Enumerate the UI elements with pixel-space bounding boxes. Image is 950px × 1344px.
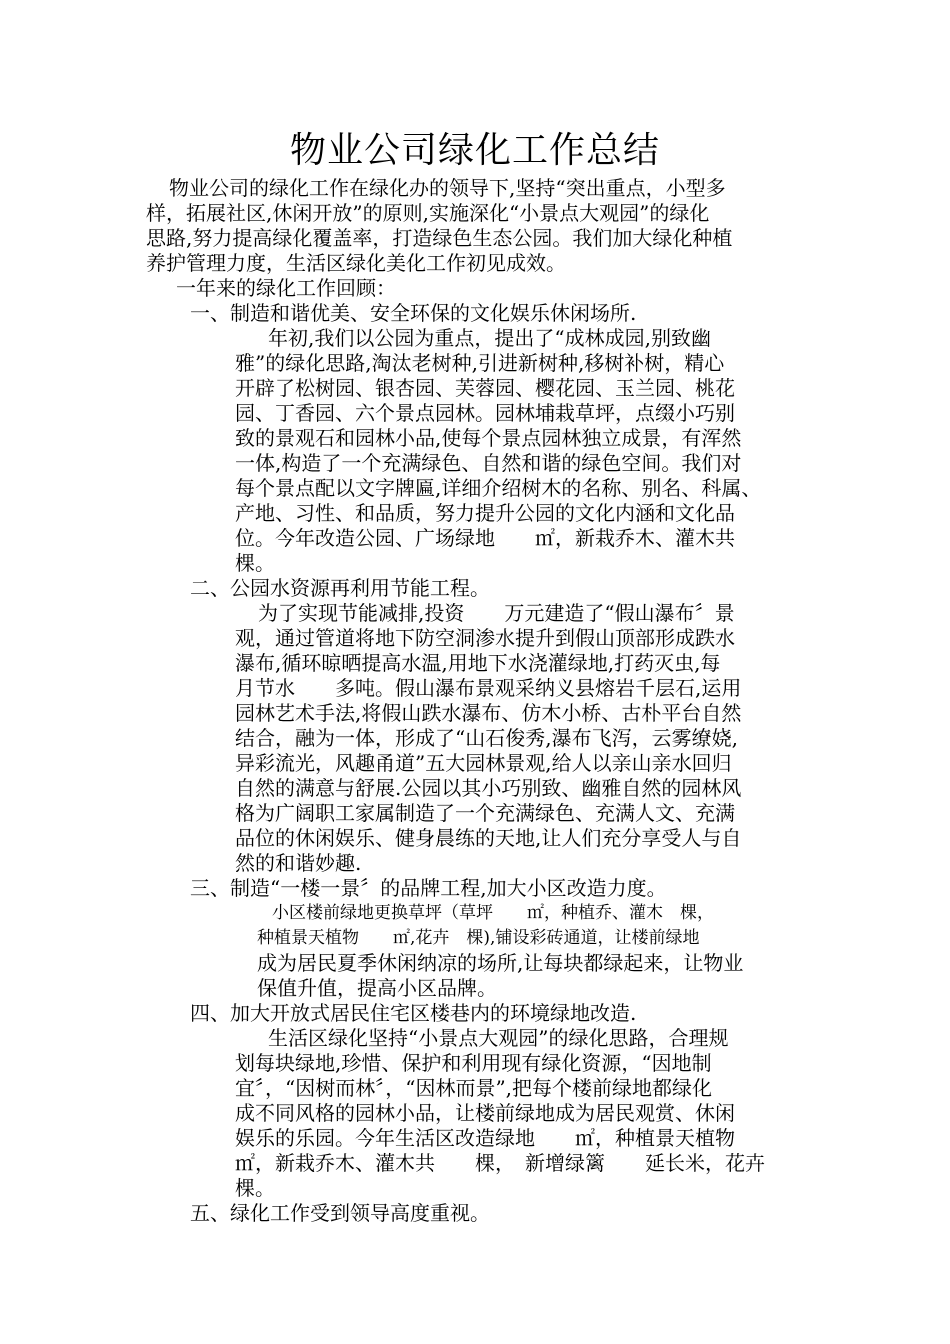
section-line: 产地、习性、和品质，努力提升公园的文化内涵和文化品 [235,501,735,525]
section-line: 位。今年改造公园、广场绿地 ㎡，新栽乔木、灌木共 [235,526,735,550]
section-line: 小区楼前绿地更换草坪（草坪 ㎡，种植乔、灌木 棵， [272,903,714,923]
section-line: 成为居民夏季休闲纳凉的场所,让每块都绿起来，让物业 [257,951,744,975]
section-line: 宜〞，“因树而林〞，“因林而景”,把每个楼前绿地都绿化 [235,1076,713,1100]
section-heading: 一、制造和谐优美、安全环保的文化娱乐休闲场所. [190,301,637,325]
section-line: 然的和谐妙趣. [235,851,362,875]
section-line: 月节水 多吨。假山瀑布景观采纳义县熔岩千层石,运用 [235,676,742,700]
section-heading: 三、制造“一楼一景〞的品牌工程,加大小区改造力度。 [190,876,667,900]
section-line: 瀑布,循环晾晒提高水温,用地下水浇灌绿地,打药灭虫,每 [235,651,721,675]
section-line: 异彩流光，风趣甬道”五大园林景观,给人以亲山亲水回归 [235,751,732,775]
section-line: 年初,我们以公园为重点，提出了“成林成园,别致幽 [268,326,711,350]
section-line: 品位的休闲娱乐、健身晨练的天地,让人们充分享受人与自 [235,826,742,850]
section-line: 娱乐的乐园。今年生活区改造绿地 ㎡，种植景天植物 [235,1126,735,1150]
section-line: 观，通过管道将地下防空洞渗水提升到假山顶部形成跌水 [235,626,735,650]
section-line: 雅”的绿化思路,淘汰老树种,引进新树种,移树补树，精心 [235,351,725,375]
section-line: 自然的满意与舒展.公园以其小巧别致、幽雅自然的园林风 [235,776,742,800]
section-line: 结合，融为一体，形成了“山石俊秀,瀑布飞泻，云雾缭娆, [235,726,738,750]
section-heading: 五、绿化工作受到领导高度重视。 [190,1201,490,1225]
section-line: 开辟了松树园、银杏园、芙蓉园、樱花园、玉兰园、桃花 [235,376,735,400]
section-line: 生活区绿化坚持“小景点大观园”的绿化思路，合理规 [268,1026,729,1050]
document-title: 物业公司绿化工作总结 [289,130,660,171]
section-line: 划每块绿地,珍惜、保护和利用现有绿化资源，“因地制 [235,1051,712,1075]
section-heading: 四、加大开放式居民住宅区楼巷内的环境绿地改造. [190,1001,637,1025]
section-line: 园林艺术手法,将假山跌水瀑布、仿木小桥、古朴平台自然 [235,701,742,725]
section-line: ㎡，新栽乔木、灌木共 棵， 新增绿篱 延长米，花卉 [235,1151,765,1175]
section-line: 棵。 [235,1176,275,1200]
intro-line: 养护管理力度，生活区绿化美化工作初见成效。 [146,251,566,275]
section-line: 园、丁香园、六个景点园林。园林埔栽草坪，点缀小巧别 [235,401,735,425]
section-line: 格为广阔职工家属制造了一个充满绿色、充满人文、充满 [235,801,735,825]
section-line: 致的景观石和园林小品,使每个景点园林独立成景，有浑然 [235,426,742,450]
section-line: 成不同风格的园林小品，让楼前绿地成为居民观赏、休闲 [235,1101,735,1125]
section-line: 为了实现节能减排,投资 万元建造了“假山瀑布〞景 [258,601,735,625]
section-line: 一体,构造了一个充满绿色、自然和谐的绿色空间。我们对 [235,451,742,475]
section-line: 保值升值，提高小区品牌。 [257,976,497,1000]
section-heading: 二、公园水资源再利用节能工程。 [190,576,490,600]
section-line: 每个景点配以文字牌匾,详细介绍树木的名称、别名、科属、 [235,476,762,500]
intro-line: 样，拓展社区,休闲开放”的原则,实施深化“小景点大观园”的绿化 [146,201,710,225]
intro-line: 思路,努力提高绿化覆盖率，打造绿色生态公园。我们加大绿化种植 [146,226,733,250]
section-line: 棵。 [235,551,275,575]
section-line: 种植景天植物 ㎡,花卉 棵),铺设彩砖通道，让楼前绿地 [257,928,700,948]
review-heading: 一年来的绿化工作回顾： [176,276,396,300]
intro-line: 物业公司的绿化工作在绿化办的领导下,坚持“突出重点，小型多 [169,176,726,200]
